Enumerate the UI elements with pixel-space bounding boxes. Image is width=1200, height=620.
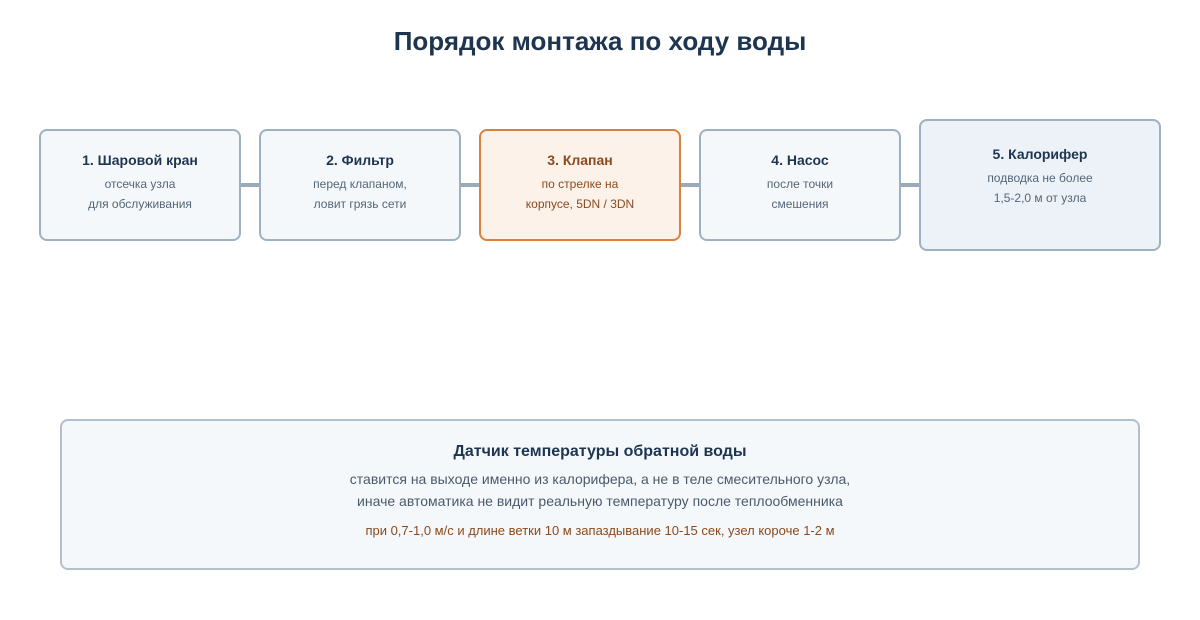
step-description (701, 174, 899, 214)
step-title: 5. Калорифер (992, 146, 1088, 162)
note-body (62, 468, 1138, 512)
step-description-line: отсечка узла (104, 177, 176, 191)
step-description (481, 174, 679, 214)
step-description (921, 168, 1159, 208)
connector-2-3 (460, 183, 480, 187)
step-description-line: перед клапаном, (313, 177, 407, 191)
step-title: 4. Насос (771, 152, 829, 168)
step-filter (259, 129, 461, 241)
step-description-line: 1,5-2,0 м от узла (993, 191, 1087, 205)
step-heater (919, 119, 1161, 251)
step-pump (699, 129, 901, 241)
step-description-line: корпусе, 5DN / 3DN (525, 197, 635, 211)
step-description-line: по стрелке на (541, 177, 619, 191)
note-footnote: при 0,7-1,0 м/с и длине ветки 10 м запаздывание 10-15 сек, узел короче 1-2 м (365, 523, 835, 538)
step-ball-valve (39, 129, 241, 241)
note-title: Датчик температуры обратной воды (453, 443, 747, 460)
note-body-line: иначе автоматика не видит реальную температуру после теплообменника (357, 493, 843, 509)
step-title: 2. Фильтр (326, 152, 394, 168)
step-title: 1. Шаровой кран (82, 152, 198, 168)
page-title: Порядок монтажа по ходу воды (393, 26, 807, 56)
step-description (41, 174, 239, 214)
step-description-line: после точки (766, 177, 834, 191)
note-body-line: ставится на выходе именно из калорифера, а не в теле смесительного узла, (349, 471, 851, 487)
step-description-line: ловит грязь сети (313, 197, 407, 211)
connector-4-5 (900, 183, 920, 187)
sensor-note (60, 419, 1140, 570)
step-description-line: для обслуживания (88, 197, 192, 211)
step-valve (479, 129, 681, 241)
step-description-line: подводка не более (987, 171, 1093, 185)
step-description (261, 174, 459, 214)
connector-3-4 (680, 183, 700, 187)
connector-1-2 (240, 183, 260, 187)
step-title: 3. Клапан (547, 152, 613, 168)
step-description-line: смешения (771, 197, 829, 211)
